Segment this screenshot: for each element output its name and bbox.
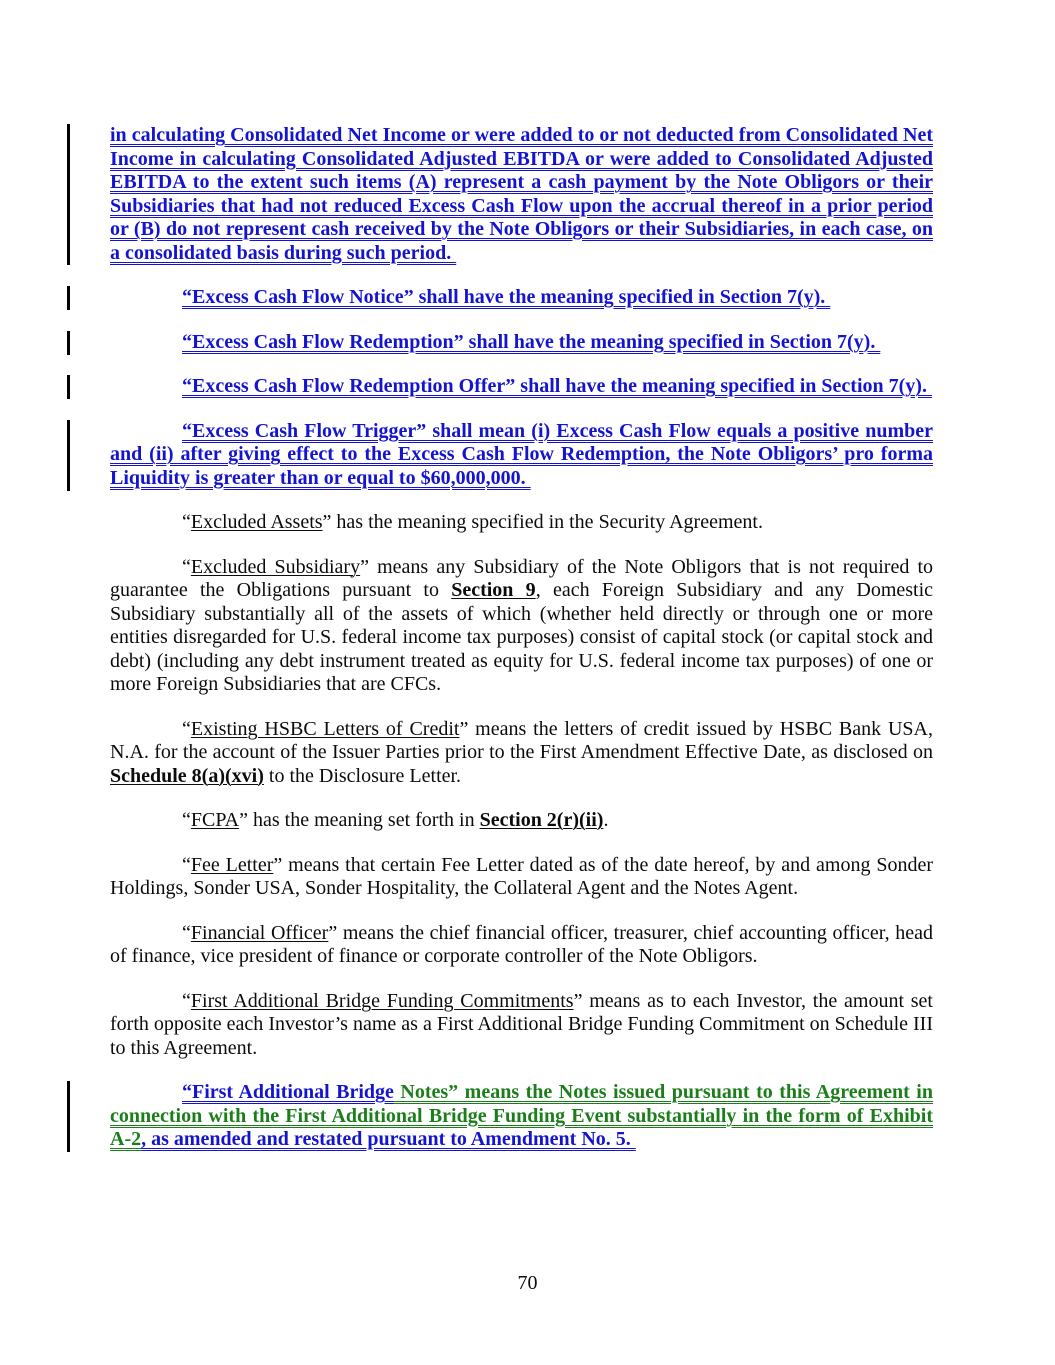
text-segment-plain: “	[182, 809, 191, 831]
text-segment-plain: “	[182, 921, 191, 944]
text-segment-plain: to the Disclosure Letter.	[263, 764, 462, 787]
text-segment-term: Excluded Assets	[190, 511, 323, 533]
text-segment-term: Excluded Subsidiary	[190, 555, 361, 578]
text-segment-ref: Schedule 8(a)(xvi)	[110, 764, 264, 787]
para-excess-cash-flow-notice	[176, 286, 933, 310]
text-segment-plain: “	[182, 853, 191, 876]
para-fee-letter	[110, 854, 933, 901]
text-segment-plain: ” has the meaning specified in the Security Agreement.	[322, 511, 763, 533]
text-segment-ins-green: Notes” means the Notes issued pursuant to this Agreement in connection with the First Additional Bridge Funding Event substantially in the form of Exhibit A-2	[110, 1081, 933, 1150]
text-segment-plain: , each Foreign Subsidiary and any Domestic Subsidiary substantially all of the assets of which (whether held directly or through one or more entities disregarded for U.S. federal income tax purposes) consist of capital stock (or capital stock and debt) (including any debt instrument treated as equity for U.S. federal income tax purposes) of one or more Foreign Subsidiaries that are CFCs.	[110, 579, 934, 695]
text-segment-plain: “	[182, 717, 191, 740]
para-fcpa	[110, 809, 933, 833]
para-financial-officer	[110, 922, 933, 969]
para-excess-cash-flow-redemption	[176, 331, 933, 355]
text-segment-term: Financial Officer	[190, 921, 329, 944]
para-first-additional-bridge-funding-commitments	[110, 990, 933, 1061]
change-bar	[67, 1081, 70, 1152]
text-segment-plain: .	[603, 809, 609, 831]
change-bar	[67, 331, 70, 355]
para-first-additional-bridge-notes	[110, 1081, 933, 1152]
text-segment-ins-blue: “Excess Cash Flow Redemption” shall have the meaning specified in Section 7(y).	[182, 330, 881, 353]
text-segment-plain: “	[182, 555, 191, 578]
text-segment-ref: Section 2(r)(ii)	[479, 809, 604, 831]
change-bar	[67, 375, 70, 399]
text-segment-plain: ” means that certain Fee Letter dated as of the date hereof, by and among Sonder Holdings, Sonder USA, Sonder Hospitality, the Collateral Agent and the Notes Agent.	[110, 853, 934, 899]
text-segment-ins-blue: “First Additional Bridge	[182, 1081, 394, 1103]
para-existing-hsbc-letters-of-credit	[110, 718, 933, 789]
text-segment-ins-blue: in calculating Consolidated Net Income or were added to or not deducted from Consolidated Net Income in calculating Consolidated Adjusted EBITDA or were added to Consolidated Adjusted EBITDA to the extent such items (A) represent a cash payment by the Note Obligors or their Subsidiaries that had not reduced Excess Cash Flow upon the accrual thereof in a prior period or (B) do not represent cash received by the Note Obligors or their Subsidiaries, in each case, on a consolidated basis during such period.	[110, 124, 933, 264]
text-segment-plain: ” means the chief financial officer, treasurer, chief accounting officer, head of finance, vice president of finance or corporate controller of the Note Obligors.	[110, 921, 934, 967]
para-excluded-subsidiary	[110, 556, 933, 697]
text-segment-plain: ” means any Subsidiary of the Note Obligors that is not required to guarantee the Obligations pursuant to	[110, 555, 934, 601]
para-excluded-assets	[110, 511, 933, 535]
text-segment-term: Fee Letter	[190, 853, 274, 876]
text-segment-ins-blue: , as amended and restated pursuant to Amendment No. 5.	[141, 1128, 636, 1150]
text-segment-term: First Additional Bridge Funding Commitments	[190, 989, 574, 1012]
text-segment-plain: “	[182, 989, 191, 1012]
text-segment-plain: “	[182, 511, 191, 533]
text-segment-ref: Section 9	[451, 579, 536, 601]
para-excess-cash-flow-redemption-offer	[176, 375, 933, 399]
change-bar	[67, 286, 70, 310]
para-excess-cash-flow-trigger	[110, 420, 933, 491]
text-segment-ins-blue: “Excess Cash Flow Redemption Offer” shall have the meaning specified in Section 7(y).	[182, 375, 932, 397]
text-segment-plain: ” means the letters of credit issued by HSBC Bank USA, N.A. for the account of the Issuer Parties prior to the First Amendment Effective Date, as disclosed on	[110, 717, 933, 763]
text-segment-ins-blue: “Excess Cash Flow Notice” shall have the meaning specified in Section 7(y).	[182, 286, 831, 308]
text-segment-ins-blue: “Excess Cash Flow Trigger” shall mean (i) Excess Cash Flow equals a positive number and (ii) after giving effect to the Excess Cash Flow Redemption, the Note Obligors’ pro forma Liquidity is greater than or equal to $60,000,000.	[110, 419, 933, 489]
change-bar	[67, 420, 70, 491]
change-bar	[67, 124, 70, 265]
text-segment-term: Existing HSBC Letters of Credit	[190, 717, 460, 740]
text-segment-plain: ” has the meaning set forth in	[239, 809, 480, 831]
text-segment-term: FCPA	[190, 809, 240, 831]
page-number: 70	[517, 1272, 538, 1294]
text-segment-plain: ” means as to each Investor, the amount set forth opposite each Investor’s name as a First Additional Bridge Funding Commitment on Schedule III to this Agreement.	[110, 989, 933, 1059]
para-excess-cash-flow-continuation	[110, 124, 933, 265]
